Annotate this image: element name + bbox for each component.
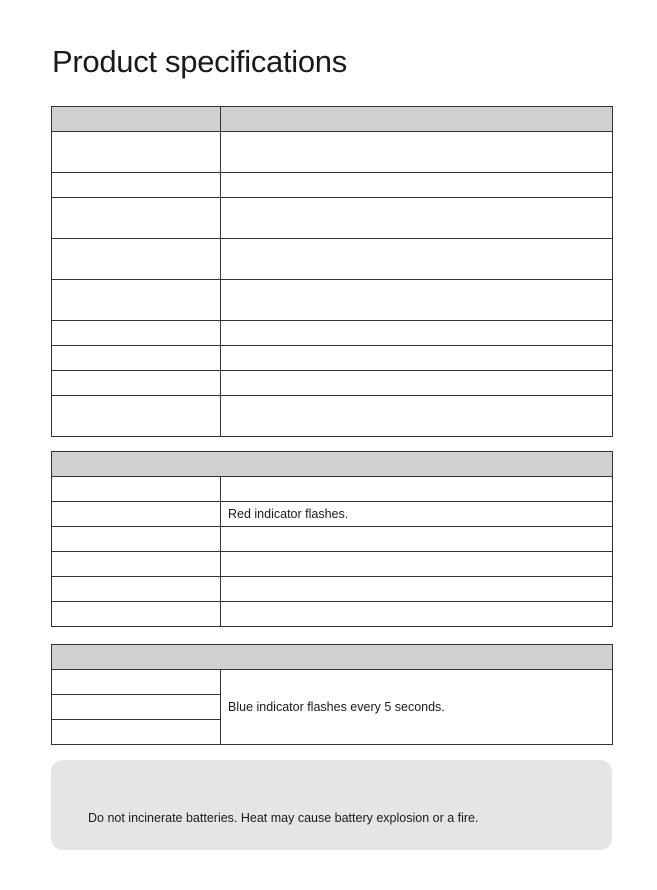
table-row — [52, 198, 613, 239]
spec-table-general — [51, 106, 613, 437]
table-row — [52, 577, 613, 602]
table-row — [52, 477, 613, 502]
safety-note-text: Do not incinerate batteries. Heat may cause battery explosion or a fire. — [88, 811, 479, 825]
header-cell-section — [52, 645, 613, 670]
table-row — [52, 239, 613, 280]
table-row — [52, 602, 613, 627]
table-row — [52, 173, 613, 198]
table-row — [52, 396, 613, 437]
table-header-row — [52, 452, 613, 477]
table-row — [52, 371, 613, 396]
table-row — [52, 552, 613, 577]
spec-table-indicators — [51, 451, 613, 627]
header-cell-section — [52, 452, 613, 477]
charging-indicator-text: Red indicator flashes. — [221, 502, 613, 527]
table-row — [52, 132, 613, 173]
header-cell-item — [52, 107, 221, 132]
low-battery-indicator-text: Blue indicator flashes every 5 seconds. — [221, 670, 613, 745]
table-header-row — [52, 107, 613, 132]
page-title: Product specifications — [52, 44, 347, 79]
safety-note-box — [51, 760, 612, 850]
spec-table-low-battery — [51, 644, 613, 745]
header-cell-spec — [221, 107, 613, 132]
table-row — [52, 321, 613, 346]
table-row — [52, 280, 613, 321]
table-row — [52, 670, 613, 695]
table-row — [52, 502, 613, 527]
table-row — [52, 346, 613, 371]
table-row — [52, 527, 613, 552]
table-header-row — [52, 645, 613, 670]
